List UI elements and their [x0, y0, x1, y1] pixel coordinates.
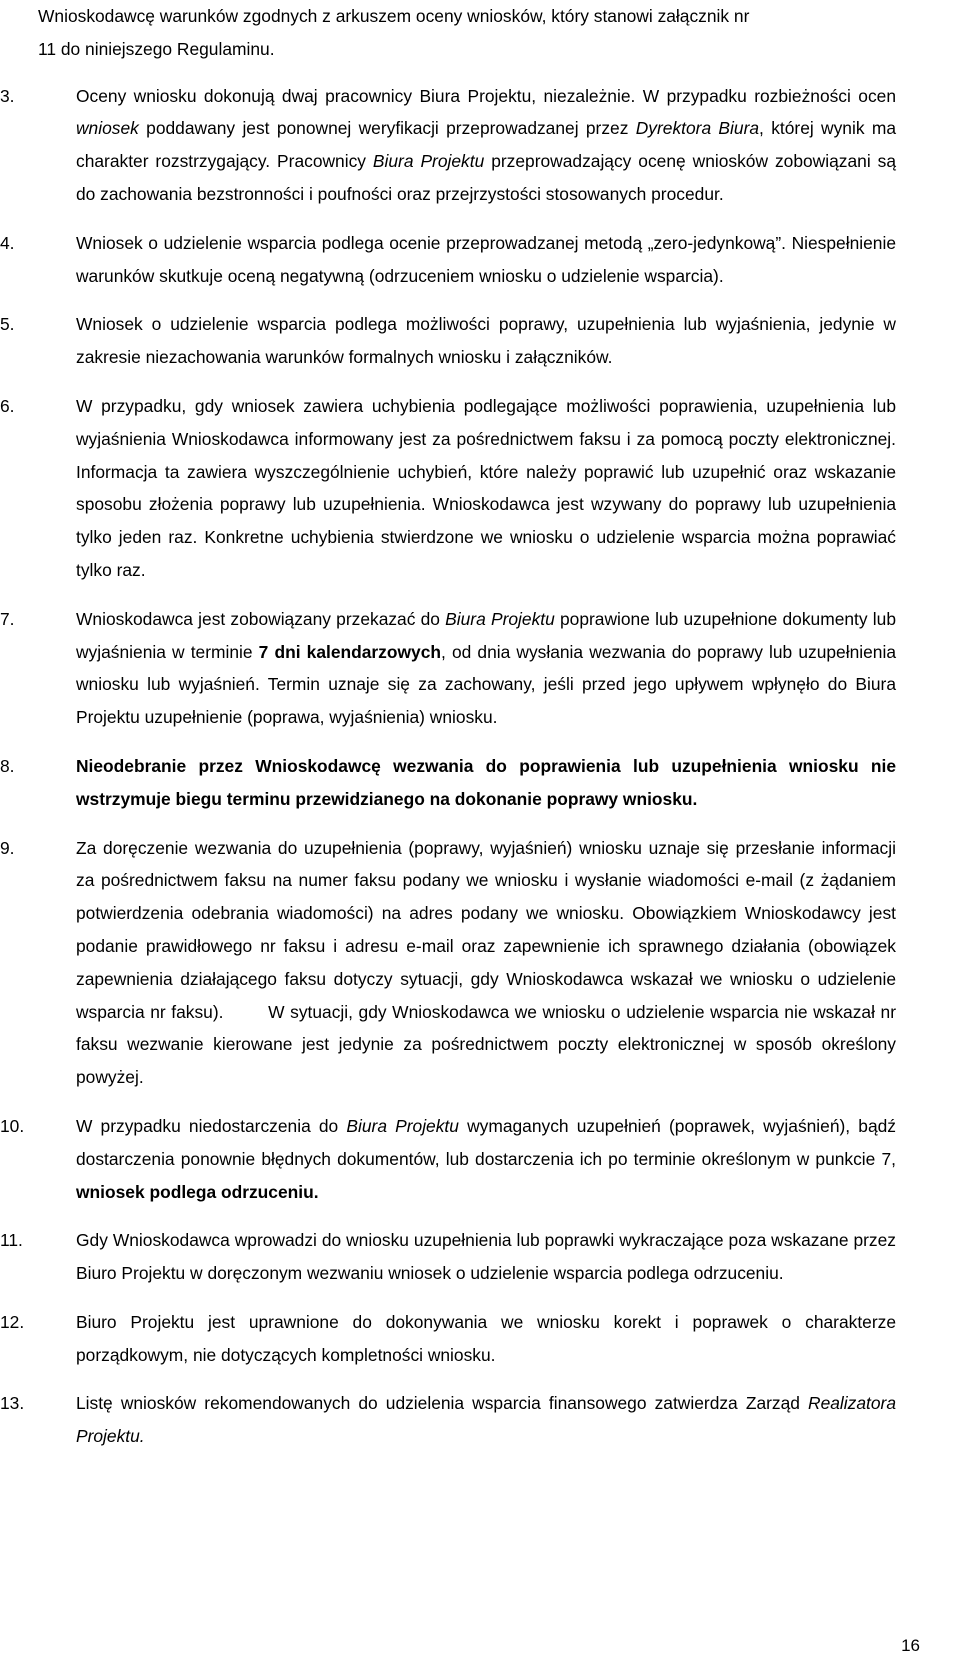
list-item-6: 6. W przypadku, gdy wniosek zawiera uchybienia podlegające możliwości poprawienia, uzupełnienia lub wyjaśnienia Wnioskodawca informowany jest za pośrednictwem faksu i za pomocą poczty elektronicznej. Informacja ta zawiera wyszczególnienie uchybień, które należy poprawić lub uzupełnić oraz wskazanie sposobu złożenia poprawy lub uzupełnienia. Wnioskodawca jest wzywany do poprawy lub uzupełnienia tylko jeden raz. Konkretne uchybienia stwierdzone we wniosku o udzielenie wsparcia można poprawiać tylko raz. — [38, 390, 896, 587]
list-item-3: 3. Oceny wniosku dokonują dwaj pracownicy Biura Projektu, niezależnie. W przypadku rozbieżności ocen wniosek poddawany jest ponownej weryfikacji przeprowadzanej przez Dyrektora Biura, której wynik ma charakter rozstrzygający. Pracownicy Biura Projektu przeprowadzający ocenę wniosków zobowiązani są do zachowania bezstronności i poufności oraz przejrzystości stosowanych procedur. — [38, 80, 896, 211]
item-number: 4. — [0, 232, 15, 253]
item-number: 6. — [0, 395, 15, 416]
item-number: 9. — [0, 837, 15, 858]
item-number: 5. — [0, 314, 15, 335]
item-number: 13. — [0, 1393, 25, 1414]
item-number: 3. — [0, 85, 15, 106]
list-item-4: 4. Wniosek o udzielenie wsparcia podlega ocenie przeprowadzanej metodą „zero-jedynkową”. Niespełnienie warunków skutkuje oceną negatywną (odrzuceniem wniosku o udzielenie wsparcia). — [38, 227, 896, 293]
item-number: 10. — [0, 1115, 25, 1136]
list-item-9: 9. Za doręczenie wezwania do uzupełnienia (poprawy, wyjaśnień) wniosku uznaje się przesłanie informacji za pośrednictwem faksu na numer faksu podany we wniosku i wysłanie wiadomości e-mail (z żądaniem potwierdzenia odebrania wiadomości) na adres podany we wniosku. Obowiązkiem Wnioskodawcy jest podanie prawidłowego nr faksu i adresu e-mail oraz zapewnienie ich sprawnego działania (obowiązek zapewnienia działającego faksu dotyczy sytuacji, gdy Wnioskodawca wskazał we wniosku o udzielenie wsparcia nr faksu). W sytuacji, gdy Wnioskodawca we wniosku o udzielenie wsparcia nie wskazał nr faksu wezwanie kierowane jest jedynie za pośrednictwem poczty elektronicznej w sposób określony powyżej. — [38, 832, 896, 1094]
list-item-12: 12. Biuro Projektu jest uprawnione do dokonywania we wniosku korekt i poprawek o charakterze porządkowym, nie dotyczących kompletności wniosku. — [38, 1306, 896, 1372]
item-number: 7. — [0, 608, 15, 629]
item-number: 8. — [0, 755, 15, 776]
intro-paragraph — [38, 0, 896, 66]
list-item-5: 5. Wniosek o udzielenie wsparcia podlega możliwości poprawy, uzupełnienia lub wyjaśnienia, jedynie w zakresie niezachowania warunków formalnych wniosku i załączników. — [38, 308, 896, 374]
page-number: 16 — [901, 1636, 920, 1655]
list-item-7: 7. Wnioskodawca jest zobowiązany przekazać do Biura Projektu poprawione lub uzupełnione dokumenty lub wyjaśnienia w terminie 7 dni kalendarzowych, od dnia wysłania wezwania do poprawy lub uzupełnienia wniosku lub wyjaśnień. Termin uznaje się za zachowany, jeśli przed jego upływem wpłynęło do Biura Projektu uzupełnienie (poprawa, wyjaśnienia) wniosku. — [38, 603, 896, 734]
list-item-13: 13. Listę wniosków rekomendowanych do udzielenia wsparcia finansowego zatwierdza Zarząd Realizatora Projektu. — [38, 1387, 896, 1453]
intro-line-2: 11 do niniejszego Regulaminu. — [38, 38, 275, 59]
list-item-11: 11. Gdy Wnioskodawca wprowadzi do wniosku uzupełnienia lub poprawki wykraczające poza wskazane przez Biuro Projektu w doręczonym wezwaniu wniosek o udzielenie wsparcia podlega odrzuceniu. — [38, 1224, 896, 1290]
list-item-8: 8. Nieodebranie przez Wnioskodawcę wezwania do poprawienia lub uzupełnienia wniosku nie wstrzymuje biegu terminu przewidzianego na dokonanie poprawy wniosku. — [38, 750, 896, 816]
intro-line-1: Wnioskodawcę warunków zgodnych z arkuszem oceny wniosków, który stanowi załącznik nr — [38, 6, 750, 26]
item-number: 12. — [0, 1311, 25, 1332]
list-item-10: 10. W przypadku niedostarczenia do Biura Projektu wymaganych uzupełnień (poprawek, wyjaśnień), bądź dostarczenia ponownie błędnych dokumentów, lub dostarczenia ich po terminie określonym w punkcie 7, wniosek podlega odrzuceniu. — [38, 1110, 896, 1208]
item-number: 11. — [0, 1230, 23, 1251]
